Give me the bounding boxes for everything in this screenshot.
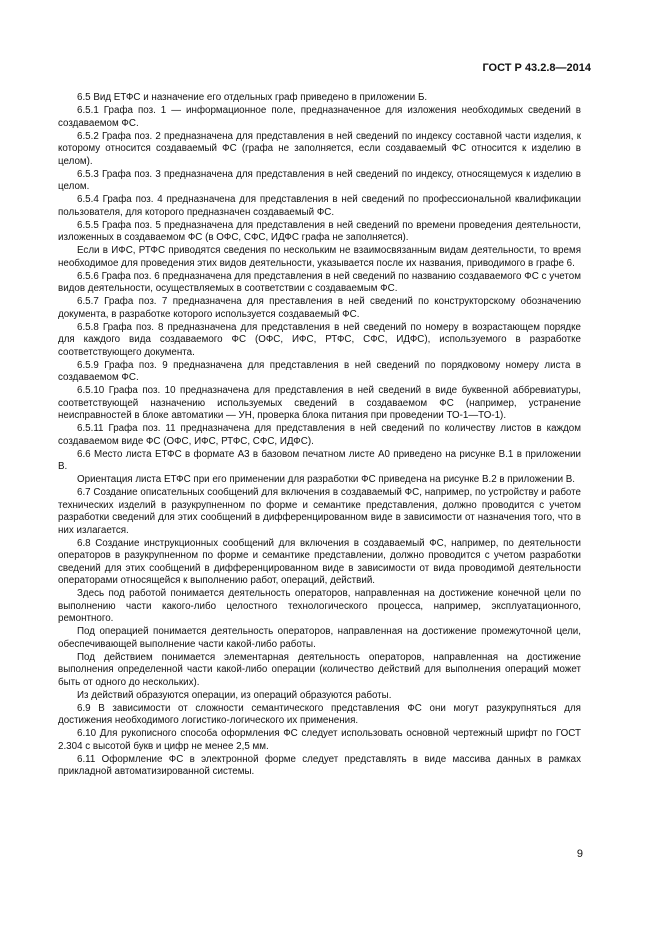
paragraph-6-5-4: 6.5.4 Графа поз. 4 предназначена для представления в ней сведений по профессиональной квалификации пользователя, для которого предназначен создаваемый ФС. xyxy=(58,194,581,218)
paragraph-6-5-6: 6.5.6 Графа поз. 6 предназначена для представления в ней сведений по названию создаваемого ФС с учетом видов деятельности, осуществляемых в соответствии с создаваемым ФС. xyxy=(58,270,581,294)
paragraph-work-definition: Здесь под работой понимается деятельность операторов, направленная на достижение конечной цели по выполнению части какого-либо целостного технологического процесса, например, эксплуатационного, ремонтного. xyxy=(58,588,581,624)
paragraph-6-10: 6.10 Для рукописного способа оформления ФС следует использовать основной чертежный шрифт по ГОСТ 2.304 с высотой букв и цифр не менее 2,5 мм. xyxy=(58,728,581,752)
paragraph-operation-definition: Под операцией понимается деятельность операторов, направленная на достижение промежуточной цели, обеспечивающей выполнение части какой-либо работы. xyxy=(58,626,581,650)
paragraph-6-6: 6.6 Место листа ЕТФС в формате А3 в базовом печатном листе А0 приведено на рисунке В.1 в приложении В. xyxy=(58,448,581,472)
paragraph-6-5-2: 6.5.2 Графа поз. 2 предназначена для представления в ней сведений по индексу составной части изделия, к которому относится создаваемый ФС (графа не заполняется, если создаваемый ФС относится к изделию в целом). xyxy=(58,130,581,167)
paragraph-6-9: 6.9 В зависимости от сложности семантического представления ФС они могут разукрупняться для достижения необходимого логистико-логического их применения. xyxy=(58,702,581,726)
paragraph-6-8: 6.8 Создание инструкционных сообщений для включения в создаваемый ФС, например, по деятельности операторов в разукрупненном по форме и семантике представлении, должно проводится с учетом разработки сведений для этих сообщений в дифференцированном виде в зависимости от вида проводимой деятельности операторами относящейся к выполнению работ, операций, действий. xyxy=(58,537,581,586)
paragraph-6-7: 6.7 Создание описательных сообщений для включения в создаваемый ФС, например, по устройству и работе технических изделий в разукрупненном по форме и семантике представления, должно проводится с учетом разработки сведений для этих сообщений в дифференцированном виде в зависимости от назначения того, что в них излагается. xyxy=(58,487,581,536)
paragraph-6-5-9: 6.5.9 Графа поз. 9 предназначена для представления в ней сведений по порядковому номеру листа в создаваемом ФС. xyxy=(58,359,581,383)
document-body xyxy=(58,92,581,779)
paragraph-6-5: 6.5 Вид ЕТФС и назначение его отдельных граф приведено в приложении Б. xyxy=(77,92,428,103)
paragraph-6-5-11: 6.5.11 Графа поз. 11 предназначена для представления в ней сведений по количеству листов в каждом создаваемом виде ФС (ОФС, ИФС, РТФС, СФС, ИДФС). xyxy=(58,423,581,447)
page-number: 9 xyxy=(576,848,583,860)
paragraph-action-definition: Под действием понимается элементарная деятельность операторов, направленная на достижение выполнения определенной части какой-либо операции (количество действий для выполнения операций может быть от одного до нескольких). xyxy=(58,651,581,688)
paragraph-hierarchy: Из действий образуются операции, из операций образуются работы. xyxy=(77,689,392,701)
paragraph-6-5-3: 6.5.3 Графа поз. 3 предназначена для представления в ней сведений по индексу, относящемуся к изделию в целом. xyxy=(58,168,581,192)
paragraph-6-5-1: 6.5.1 Графа поз. 1 — информационное поле, предназначенное для изложения необходимых сведений в создаваемом ФС. xyxy=(58,105,581,129)
paragraph-6-5-8: 6.5.8 Графа поз. 8 предназначена для представления в ней сведений по номеру в возрастающем порядке для каждого вида создаваемого ФС (ОФС, ИФС, РТФС, СФС, ИДФС), используемого в разработке соответствующего документа. xyxy=(58,321,581,358)
paragraph-6-5-10: 6.5.10 Графа поз. 10 предназначена для представления в ней сведений в виде буквенной аббревиатуры, соответствующей назначению используемых сведений в создаваемом ФС (например, устранение неисправностей в блоке автоматики — УН, проверка блока питания при проведении ТО-1—ТО-1). xyxy=(58,385,581,421)
paragraph-6-6-orientation: Ориентация листа ЕТФС при его применении для разработки ФС приведена на рисунке В.2 в приложении В. xyxy=(77,474,576,485)
paragraph-6-5-7: 6.5.7 Графа поз. 7 предназначена для преставления в ней сведений по конструкторскому обозначению документа, в разработке которого используется создаваемый ФС. xyxy=(58,296,581,320)
paragraph-6-11: 6.11 Оформление ФС в электронной форме следует представлять в виде массива данных в рамках прикладной автоматизированной системы. xyxy=(58,753,581,777)
paragraph-6-5-5: 6.5.5 Графа поз. 5 предназначена для представления в ней сведений по времени проведения деятельности, изложенных в создаваемом ФС (в ОФС, СФС, ИДФС графа не заполняется). xyxy=(58,219,581,243)
document-header: ГОСТ Р 43.2.8—2014 xyxy=(482,62,591,74)
paragraph-6-5-5-note: Если в ИФС, РТФС приводятся сведения по нескольким не взаимосвязанным видам деятельности, то время необходимое для проведения этих видов деятельности, указывается после их названия, приводимого в графе 6. xyxy=(58,245,581,269)
